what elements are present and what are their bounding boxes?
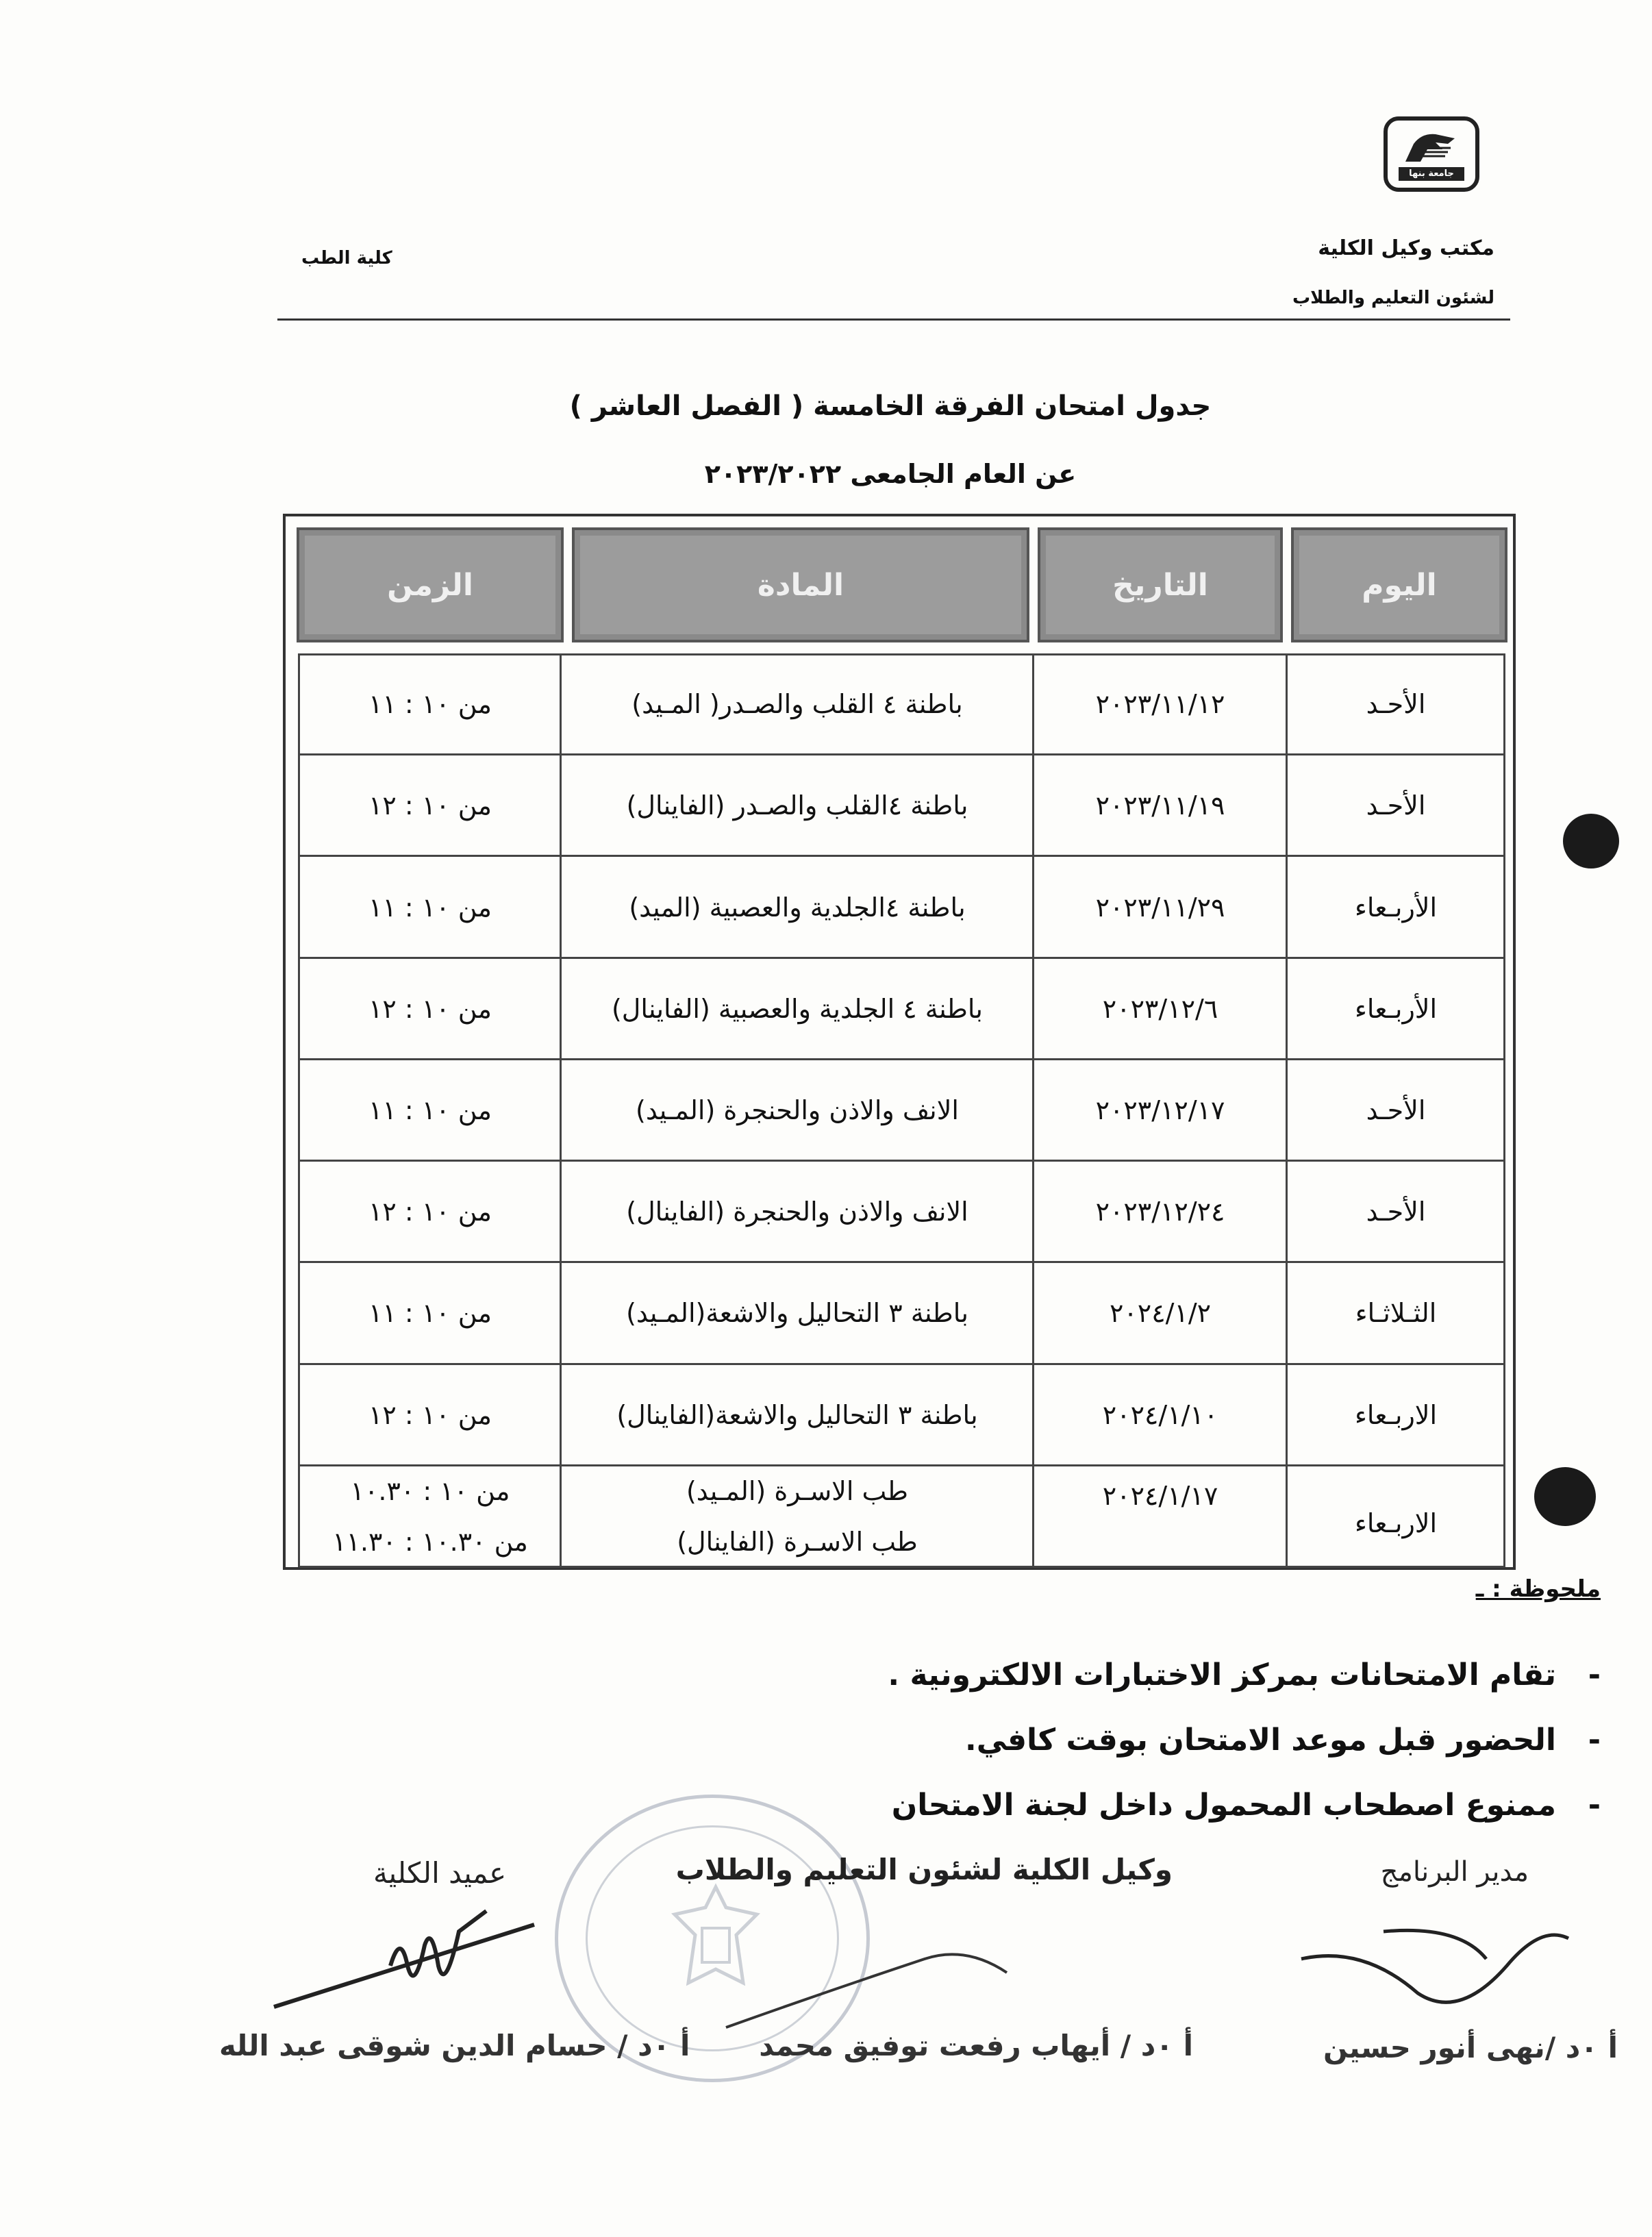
cell-time: من ١٠ : ١١	[368, 892, 492, 923]
table-grid-line	[298, 653, 300, 1567]
cell-date: ٢٠٢٣/١١/١٩	[1095, 790, 1225, 821]
cell-date: ٢٠٢٤/١/١٧	[1102, 1480, 1218, 1511]
note-bullet: -	[1588, 1658, 1601, 1692]
cell-subject: باطنة ٤ الجلدية والعصبية (الفاينال)	[611, 993, 984, 1024]
cell-day: الأحـد	[1366, 1095, 1426, 1125]
cell-day: الاربـعاء	[1354, 1508, 1438, 1538]
table-grid-line	[1286, 653, 1288, 1567]
header-date: التاريخ	[1040, 530, 1280, 640]
faculty-name: كلية الطب	[301, 248, 392, 268]
cell-subject: باطنة ٣ التحاليل والاشعة(المـيد)	[626, 1298, 968, 1329]
cell-time: من ١٠ : ١١	[368, 1298, 492, 1329]
logo-text: جامعة بنها	[1399, 167, 1464, 181]
cell-date: ٢٠٢٣/١١/٢٩	[1095, 892, 1225, 923]
cell-date: ٢٠٢٣/١١/١٢	[1095, 689, 1225, 720]
cell-date: ٢٠٢٤/١/١٠	[1102, 1399, 1218, 1430]
dean-name: أ ٠د / حسام الدين شوقى عبد الله	[219, 2029, 690, 2062]
cell-time: من ١٠ : ١١	[368, 689, 492, 720]
cell-day: الأربـعاء	[1354, 993, 1438, 1024]
program-director-title: مدير البرنامج	[1380, 1856, 1529, 1888]
table-grid-line	[1503, 653, 1505, 1567]
schedule-subtitle: عن العام الجامعى ٢٠٢٣/٢٠٢٢	[704, 459, 1077, 489]
cell-time: من ١٠ : ١١	[368, 1095, 492, 1125]
header-time: الزمن	[299, 530, 561, 640]
note-bullet: -	[1588, 1723, 1601, 1758]
vice-dean-title: وكيل الكلية لشئون التعليم والطلاب	[675, 1853, 1173, 1886]
cell-day: الاربـعاء	[1354, 1399, 1438, 1430]
cell-day: الأحـد	[1366, 1197, 1426, 1227]
dean-signature-icon	[260, 1890, 548, 2021]
note-item: تقام الامتحانات بمركز الاختبارات الالكترونية .	[888, 1658, 1556, 1692]
cell-time: من ١٠ : ١٢	[368, 993, 492, 1024]
cell-subject: باطنة ٤الجلدية والعصبية (الميد)	[629, 892, 966, 923]
dean-title: عميد الكلية	[373, 1856, 507, 1890]
cell-time: من ١٠ : ١٢	[368, 790, 492, 821]
header-day: اليوم	[1294, 530, 1505, 640]
dept-office-subtitle: لشئون التعليم والطلاب	[1292, 288, 1494, 308]
note-item: ممنوع اصطحاب المحمول داخل لجنة الامتحان	[891, 1788, 1556, 1823]
notes-title: ملحوظة : ـ	[1475, 1575, 1601, 1603]
cell-time: من ١٠ : ١٢	[368, 1197, 492, 1227]
ink-blot	[1534, 1467, 1596, 1526]
vice-dean-name: أ ٠د / أيهاب رفعت توفيق محمد	[759, 2029, 1193, 2062]
cell-subject: طب الاسـرة (المـيد)	[686, 1475, 909, 1506]
sphinx-logo-icon	[1400, 129, 1462, 167]
cell-day: الأربـعاء	[1354, 892, 1438, 923]
cell-date: ٢٠٢٣/١٢/١٧	[1095, 1095, 1225, 1125]
ink-blot	[1563, 814, 1619, 868]
table-grid-line	[560, 653, 562, 1567]
vice-dean-signature-icon	[719, 1932, 1048, 2034]
program-director-signature-icon	[1281, 1918, 1582, 2034]
header-subject: المادة	[575, 530, 1027, 640]
dept-office-title: مكتب وكيل الكلية	[1318, 236, 1494, 260]
cell-day: الأحـد	[1366, 689, 1426, 720]
cell-subject: باطنة ٤ القلب والصـدر( المـيد)	[631, 689, 963, 720]
exam-schedule-table	[283, 514, 1516, 1570]
cell-day: الأحـد	[1366, 790, 1426, 821]
cell-day: الثـلاثـاء	[1355, 1298, 1437, 1329]
cell-subject: الانف والاذن والحنجرة (الفاينال)	[626, 1197, 968, 1227]
cell-time: من ١٠ : ١٠.٣٠	[350, 1475, 510, 1506]
program-director-name: أ ٠د /نهى أنور حسين	[1323, 2031, 1618, 2064]
cell-date: ٢٠٢٣/١٢/٦	[1102, 993, 1218, 1024]
cell-time: من ١٠ : ١٢	[368, 1399, 492, 1430]
cell-subject: الانف والاذن والحنجرة (المـيد)	[636, 1095, 959, 1125]
cell-subject: طب الاسـرة (الفاينال)	[677, 1526, 918, 1557]
cell-subject: باطنة ٣ التحاليل والاشعة(الفاينال)	[616, 1399, 978, 1430]
cell-subject: باطنة ٤القلب والصـدر (الفاينال)	[626, 790, 968, 821]
table-grid-line	[1032, 653, 1034, 1567]
note-item: الحضور قبل موعد الامتحان بوقت كافي.	[964, 1723, 1556, 1758]
cell-time: من ١٠.٣٠ : ١١.٣٠	[332, 1526, 528, 1557]
cell-date: ٢٠٢٣/١٢/٢٤	[1095, 1197, 1225, 1227]
header-divider	[277, 318, 1510, 321]
university-logo	[1384, 116, 1479, 192]
schedule-title: جدول امتحان الفرقة الخامسة ( الفصل العاشر )	[569, 390, 1212, 422]
cell-date: ٢٠٢٤/١/٢	[1109, 1298, 1212, 1329]
note-bullet: -	[1588, 1788, 1601, 1823]
